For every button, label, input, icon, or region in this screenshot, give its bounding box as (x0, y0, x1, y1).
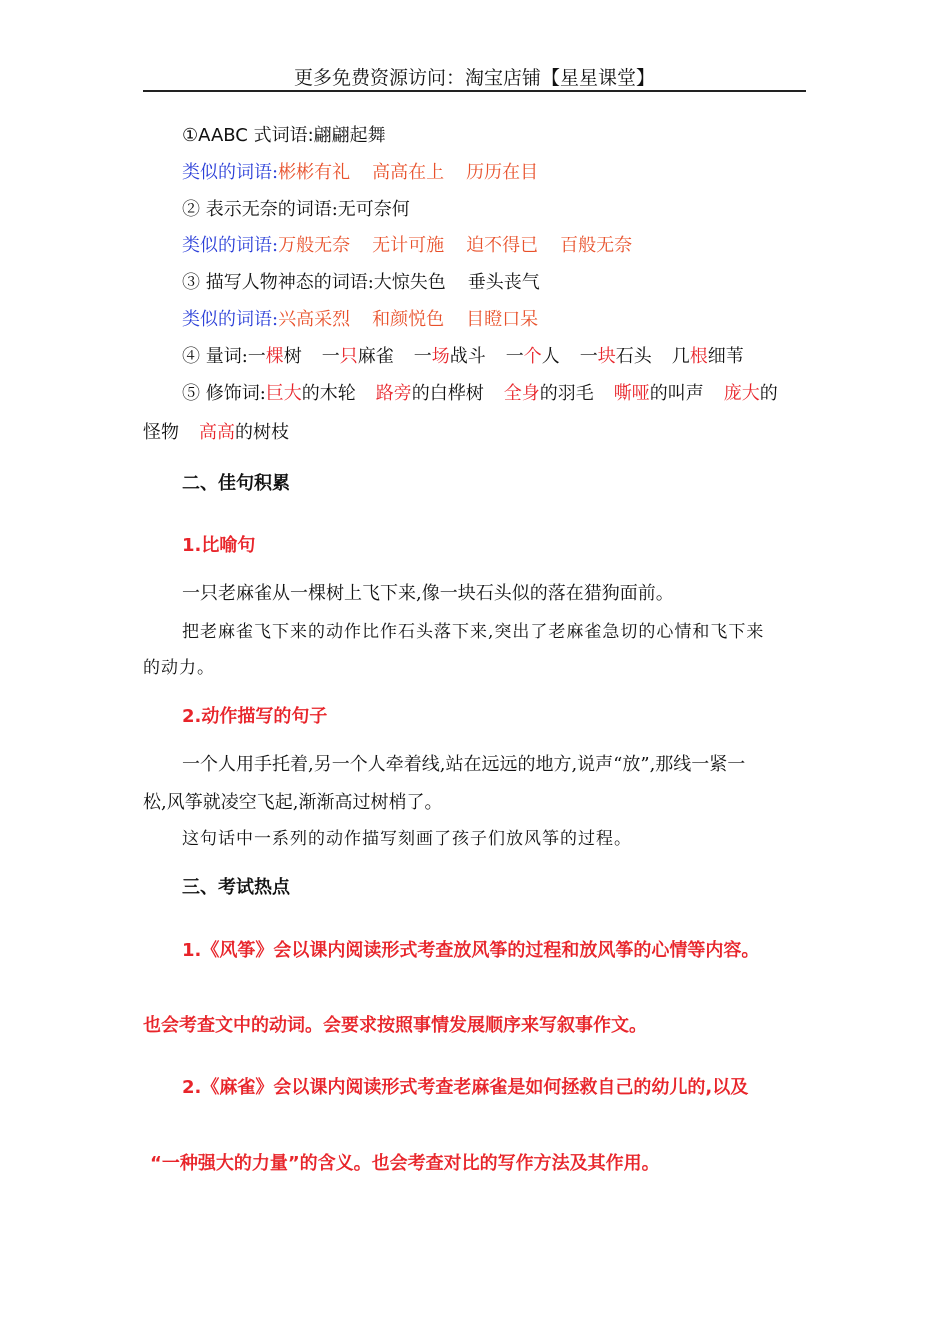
metaphor-sentence: 一只老麻雀从一棵树上飞下来,像一块石头似的落在猎狗面前。 (182, 583, 674, 604)
similar-word: 目瞪口呆 (466, 309, 539, 330)
word-line-2-value: 无可奈何 (337, 199, 410, 220)
measure-word-highlight: 块 (597, 346, 616, 367)
word-line-3 (182, 270, 540, 296)
similar-word: 万般无奈 (278, 235, 351, 256)
measure-prefix: 一 (413, 346, 432, 367)
similar-word: 迫不得已 (466, 235, 539, 256)
word-line-2 (182, 197, 410, 223)
exam-point-1-line-2: 也会考查文中的动词。会要求按照事情发展顺序来写叙事作文。 (143, 1015, 647, 1036)
measure-suffix: 细苇 (707, 346, 744, 367)
modifier-highlight: 全身 (503, 383, 540, 404)
modifier-words-label: ⑤ 修饰词: (182, 383, 266, 404)
similar-label-3: 类似的词语: (182, 309, 279, 330)
modifier-words-line-2 (143, 420, 806, 446)
measure-word-highlight: 根 (689, 346, 708, 367)
modifier-noun: 的树枝 (235, 422, 289, 443)
word-line-1 (182, 123, 386, 149)
modifier-noun: 的叫声 (649, 383, 704, 404)
measure-word-highlight: 棵 (265, 346, 284, 367)
word-line-1-value: 翩翩起舞 (313, 125, 386, 146)
modifier-highlight: 庞大 (723, 383, 760, 404)
metaphor-note-text: 把老麻雀飞下来的动作比作石头落下来,突出了老麻雀急切的心情和飞下来 (182, 622, 765, 642)
measure-prefix: 一 (505, 346, 524, 367)
measure-suffix: 麻雀 (357, 346, 394, 367)
measure-suffix: 战斗 (449, 346, 486, 367)
similar-word: 百般无奈 (560, 235, 633, 256)
similar-words-1 (182, 160, 538, 186)
measure-words-line (182, 344, 744, 370)
action-sentence-line-2: 松,风筝就凌空飞起,渐渐高过树梢了。 (143, 792, 443, 813)
modifier-noun: 怪物 (143, 422, 179, 443)
similar-word: 和颜悦色 (372, 309, 445, 330)
action-sentence-line-1: 一个人用手托着,另一个人牵着线,站在远远的地方,说声“放”,那线一紧一 (182, 754, 746, 775)
similar-word: 无计可施 (372, 235, 445, 256)
word-line-1-label: ①AABC 式词语: (182, 125, 314, 146)
modifier-highlight: 高高 (199, 422, 235, 443)
measure-prefix: 几 (671, 346, 690, 367)
action-note: 这句话中一系列的动作描写刻画了孩子们放风筝的过程。 (182, 829, 632, 849)
word-line-3-value: 垂头丧气 (467, 272, 540, 293)
similar-word: 高高在上 (372, 162, 445, 183)
word-line-3-label: ③ 描写人物神态的词语: (182, 272, 374, 293)
similar-words-3 (182, 307, 538, 333)
measure-words-label: ④ 量词: (182, 346, 248, 367)
measure-prefix: 一 (579, 346, 598, 367)
modifier-highlight: 路旁 (375, 383, 412, 404)
page-header: 更多免费资源访问：淘宝店铺【星星课堂】 (143, 66, 806, 92)
word-line-2-label: ② 表示无奈的词语: (182, 199, 338, 220)
modifier-noun: 的木轮 (301, 383, 356, 404)
exam-point-2-line-1: 2.《麻雀》会以课内阅读形式考查老麻雀是如何拯救自己的幼儿的,以及 (182, 1077, 749, 1098)
similar-words-2 (182, 233, 632, 259)
modifier-noun: 的 (759, 383, 778, 404)
measure-suffix: 石头 (615, 346, 652, 367)
section-title-sentences: 二、佳句积累 (182, 473, 290, 494)
measure-word-highlight: 场 (431, 346, 450, 367)
measure-word-highlight: 只 (339, 346, 358, 367)
modifier-words-line (182, 381, 778, 407)
exam-point-1-line-1: 1.《风筝》会以课内阅读形式考查放风筝的过程和放风筝的心情等内容。 (182, 940, 760, 961)
modifier-noun: 的白桦树 (411, 383, 484, 404)
similar-label-2: 类似的词语: (182, 235, 279, 256)
similar-label-1: 类似的词语: (182, 162, 279, 183)
metaphor-note-line-1 (182, 619, 806, 645)
word-line-3-value: 大惊失色 (373, 272, 446, 293)
measure-suffix: 树 (283, 346, 302, 367)
subheading-action: 2.动作描写的句子 (182, 706, 328, 727)
similar-word: 彬彬有礼 (278, 162, 351, 183)
measure-suffix: 人 (541, 346, 560, 367)
similar-word: 历历在目 (466, 162, 539, 183)
modifier-highlight: 嘶哑 (613, 383, 650, 404)
exam-point-2-line-2: “一种强大的力量”的含义。也会考查对比的写作方法及其作用。 (150, 1153, 660, 1174)
measure-prefix: 一 (321, 346, 340, 367)
measure-word-highlight: 个 (523, 346, 542, 367)
measure-prefix: 一 (247, 346, 266, 367)
subheading-metaphor: 1.比喻句 (182, 535, 256, 556)
section-title-exam: 三、考试热点 (182, 877, 290, 898)
similar-word: 兴高采烈 (278, 309, 351, 330)
modifier-highlight: 巨大 (265, 383, 302, 404)
metaphor-note-line-2: 的动力。 (143, 658, 215, 678)
modifier-noun: 的羽毛 (539, 383, 594, 404)
